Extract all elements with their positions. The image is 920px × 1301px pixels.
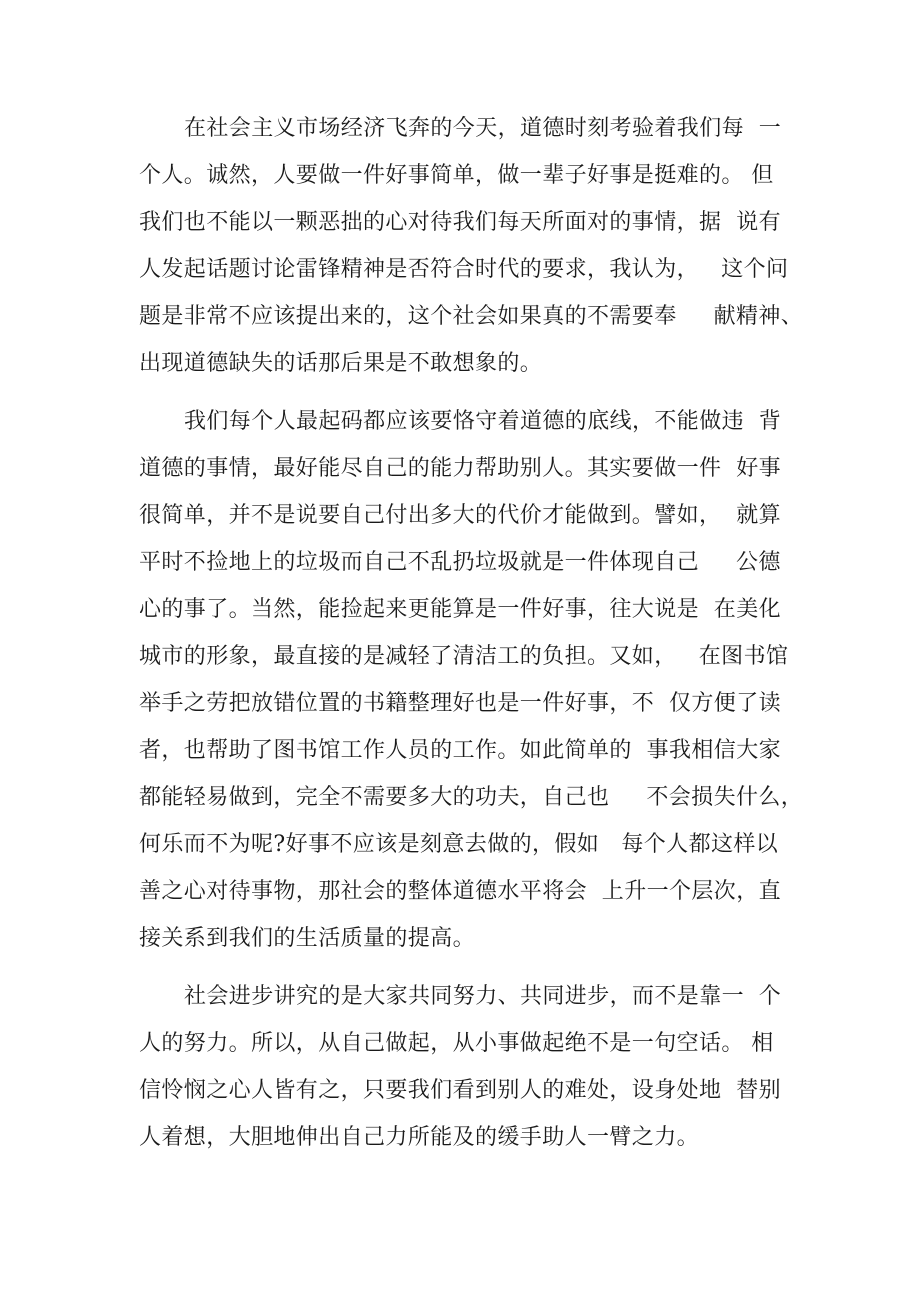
paragraph-line: 接关系到我们的生活质量的提高。 — [139, 926, 476, 951]
paragraph-line: 信怜悯之心人皆有之，只要我们看到别人的难处，设身处地 替别 — [139, 1078, 781, 1103]
paragraph-line: 心的事了。当然，能捡起来更能算是一件好事，往大说是 在美化 — [139, 597, 781, 622]
paragraph-line: 我们也不能以一颗恶拙的心对待我们每天所面对的事情，据 说有 — [139, 210, 781, 235]
paragraph-line: 人的努力。所以，从自己做起，从小事做起绝不是一句空话。 相 — [139, 1031, 774, 1056]
paragraph-line: 社会进步讲究的是大家共同努力、共同进步，而不是靠一 个 — [184, 984, 782, 1009]
paragraph-line: 善之心对待事物，那社会的整体道德水平将会 上升一个层次，直 — [139, 879, 781, 904]
paragraph-line: 出现道德缺失的话那后果是不敢想象的。 — [139, 351, 543, 376]
paragraph-line: 题是非常不应该提出来的，这个社会如果真的不需要奉 献精神、 — [139, 304, 804, 329]
paragraph-line: 人发起话题讨论雷锋精神是否符合时代的要求，我认为， 这个问 — [139, 257, 789, 282]
paragraph-line: 都能轻易做到，完全不需要多大的功夫，自己也 不会损失什么， — [139, 785, 804, 810]
paragraph-line: 很简单，并不是说要自己付出多大的代价才能做到。譬如， 就算 — [139, 503, 781, 528]
paragraph-line: 者，也帮助了图书馆工作人员的工作。如此简单的 事我相信大家 — [139, 738, 781, 763]
paragraph-line: 道德的事情，最好能尽自己的能力帮助别人。其实要做一件 好事 — [139, 456, 781, 481]
paragraph-line: 举手之劳把放错位置的书籍整理好也是一件好事，不 仅方便了读 — [139, 691, 781, 716]
paragraph-line: 个人。诚然，人要做一件好事简单，做一辈子好事是挺难的。 但 — [139, 163, 774, 188]
paragraph-line: 平时不捡地上的垃圾而自己不乱扔垃圾就是一件体现自己 公德 — [139, 550, 781, 575]
paragraph-line: 人着想，大胆地伸出自己力所能及的缓手助人一臂之力。 — [139, 1125, 700, 1150]
paragraph-line: 我们每个人最起码都应该要恪守着道德的底线，不能做违 背 — [184, 409, 782, 434]
paragraph-line: 何乐而不为呢?好事不应该是刻意去做的，假如 每个人都这样以 — [139, 832, 779, 857]
paragraph-line: 城市的形象，最直接的是减轻了清洁工的负担。又如， 在图书馆 — [139, 644, 789, 669]
paragraph-line: 在社会主义市场经济飞奔的今天，道德时刻考验着我们每 一 — [184, 116, 782, 141]
